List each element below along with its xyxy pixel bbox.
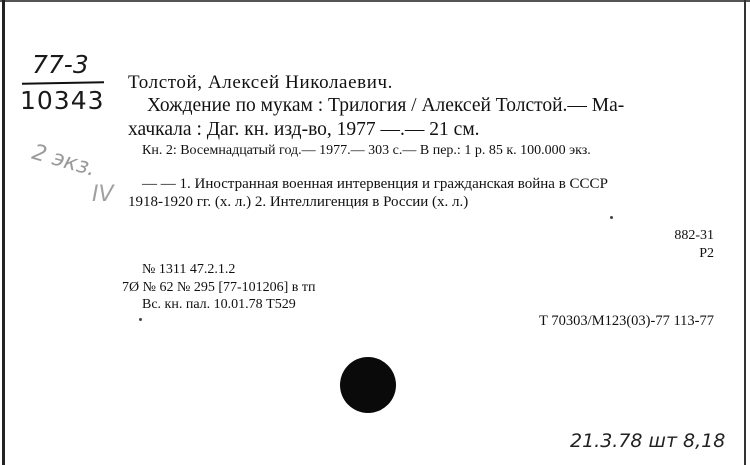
record-order-line-3: Вс. кн. пал. 10.01.78 Т529 [142,297,296,312]
shelfmark-bottom: 10343 [20,86,105,115]
record-class-sub: Р2 [699,246,714,261]
shelfmark-divider [22,81,104,84]
record-volume: Кн. 2: Восемнадцатый год.— 1977.— 303 с.— В пер.: 1 р. 85 к. 100.000 экз. [142,143,591,158]
pencil-mark: IV [92,182,114,207]
record-class-number: 882-31 [674,228,714,243]
record-title-line-2: хачкала : Даг. кн. изд-во, 1977 —.— 21 см. [128,119,480,140]
record-publisher-code: Т 70303/М123(03)-77 113-77 [538,313,714,329]
record-title-line-1: Хождение по мукам : Трилогия / Алексей Толстой.— Ма- [147,95,625,116]
pencil-copies-note: 2 экз. [29,140,99,182]
record-order-line-1: № 1311 47.2.1.2 [142,262,236,277]
dust-speck [610,216,613,219]
bottom-date-stamp: 21.3.78 шт 8,18 [570,430,726,452]
record-author: Толстой, Алексей Николаевич. [128,72,393,93]
card-left-edge [2,0,5,465]
record-subjects-line-2: 1918-1920 гг. (х. л.) 2. Интеллигенция в России (х. л.) [128,194,469,210]
record-order-line-2: 7Ø № 62 № 295 [77-101206] в тп [122,280,316,295]
shelfmark-top: 77-3 [32,50,89,79]
card-punch-hole [340,357,396,413]
card-right-edge [744,0,746,465]
record-subjects-line-1: — — 1. Иностранная военная интервенция и гражданская война в СССР [142,176,608,192]
dust-speck [139,318,142,321]
card-top-edge [0,0,750,2]
